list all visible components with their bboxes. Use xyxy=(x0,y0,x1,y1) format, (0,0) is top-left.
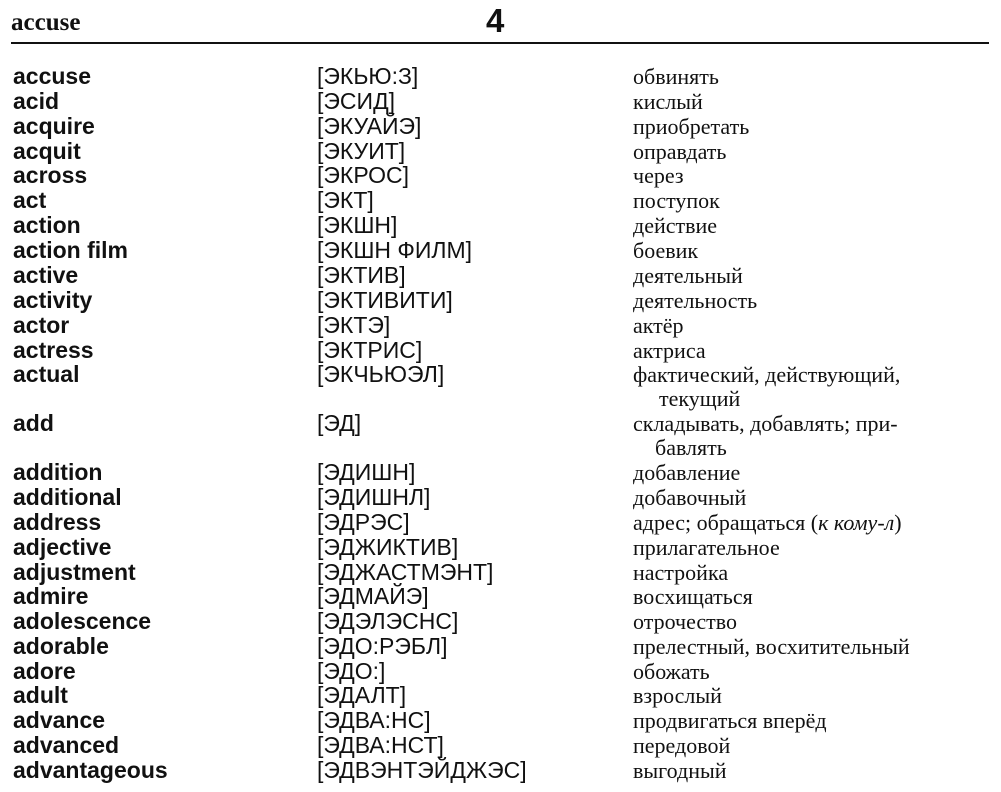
dictionary-entry xyxy=(0,64,1001,89)
entry-translation-line: фактический, действующий, xyxy=(633,362,901,387)
entry-pronunciation: [ЭКЧЬЮЭЛ] xyxy=(317,361,445,387)
entry-pronunciation: [ЭКУИТ] xyxy=(317,138,406,164)
dictionary-entry xyxy=(0,263,1001,288)
entry-word: additional xyxy=(13,484,122,510)
dictionary-entry xyxy=(0,758,1001,783)
dictionary-entry xyxy=(0,139,1001,164)
entry-word: acquire xyxy=(13,113,95,139)
entry-pronunciation: [ЭДВА:НСТ] xyxy=(317,732,444,758)
entry-pronunciation: [ЭДМАЙЭ] xyxy=(317,583,429,609)
entry-pronunciation: [ЭДО:] xyxy=(317,658,386,684)
entry-word: address xyxy=(13,509,102,535)
entry-word: actress xyxy=(13,337,94,363)
entry-translation-line: складывать, добавлять; при- xyxy=(633,411,898,436)
entry-pronunciation: [ЭДВА:НС] xyxy=(317,707,431,733)
entry-pronunciation: [ЭКРОС] xyxy=(317,162,410,188)
entry-translation xyxy=(633,511,993,535)
entry-word: activity xyxy=(13,287,93,313)
entry-word: addition xyxy=(13,459,103,485)
entry-pronunciation: [ЭСИД] xyxy=(317,88,396,114)
entry-translation: добавочный xyxy=(633,485,747,510)
entry-translation: кислый xyxy=(633,89,703,114)
entry-translation-continuation: текущий xyxy=(659,386,741,411)
entry-translation-italic: к кому-л xyxy=(818,510,895,535)
dictionary-entry xyxy=(0,89,1001,114)
entry-translation xyxy=(633,412,993,460)
dictionary-entry xyxy=(0,288,1001,313)
entry-translation-text: адрес; обращаться ( xyxy=(633,510,819,535)
entry-word: active xyxy=(13,262,79,288)
entry-pronunciation: [ЭДАЛТ] xyxy=(317,682,407,708)
entry-pronunciation: [ЭКУАЙЭ] xyxy=(317,113,422,139)
entry-pronunciation: [ЭДО:РЭБЛ] xyxy=(317,633,448,659)
entry-translation: боевик xyxy=(633,238,699,263)
dictionary-entry xyxy=(0,114,1001,139)
entry-word: adult xyxy=(13,682,68,708)
page-number: 4 xyxy=(486,2,505,39)
dictionary-entry xyxy=(0,163,1001,188)
entry-pronunciation: [ЭКТЭ] xyxy=(317,312,391,338)
entry-word: adolescence xyxy=(13,608,152,634)
entry-pronunciation: [ЭКТИВИТИ] xyxy=(317,287,453,313)
entry-word: act xyxy=(13,187,47,213)
entry-pronunciation: [ЭКТИВ] xyxy=(317,262,406,288)
entry-word: adorable xyxy=(13,633,109,659)
entry-translation: актриса xyxy=(633,338,706,363)
entry-translation: поступок xyxy=(633,188,720,213)
entry-word: adjective xyxy=(13,534,112,560)
entry-word: admire xyxy=(13,583,89,609)
dictionary-entry xyxy=(0,188,1001,213)
entry-translation: деятельный xyxy=(633,263,743,288)
entry-word: action xyxy=(13,212,81,238)
dictionary-entry xyxy=(0,609,1001,634)
entry-pronunciation: [ЭКЬЮ:З] xyxy=(317,63,419,89)
entry-word: advance xyxy=(13,707,106,733)
dictionary-entry xyxy=(0,460,1001,485)
dictionary-entry xyxy=(0,510,1001,535)
entry-pronunciation: [ЭКТ] xyxy=(317,187,374,213)
entry-translation xyxy=(633,363,993,411)
dictionary-entry xyxy=(0,535,1001,560)
dictionary-entry xyxy=(0,634,1001,659)
dictionary-entry xyxy=(0,238,1001,263)
entry-word: advantageous xyxy=(13,757,168,783)
dictionary-entry xyxy=(0,313,1001,338)
entry-translation: настройка xyxy=(633,560,729,585)
dictionary-entry xyxy=(0,584,1001,609)
entry-translation: через xyxy=(633,163,684,188)
dictionary-entry xyxy=(0,485,1001,510)
entry-translation: выгодный xyxy=(633,758,727,783)
entry-translation: обожать xyxy=(633,659,710,684)
entry-translation: актёр xyxy=(633,313,684,338)
entry-translation: передовой xyxy=(633,733,731,758)
entry-pronunciation: [ЭДИШНЛ] xyxy=(317,484,431,510)
entry-pronunciation: [ЭД] xyxy=(317,410,362,436)
dictionary-entry xyxy=(0,213,1001,238)
entry-translation: взрослый xyxy=(633,683,722,708)
entry-word: acid xyxy=(13,88,60,114)
entry-word: adjustment xyxy=(13,559,136,585)
entry-pronunciation: [ЭКШН] xyxy=(317,212,398,238)
entry-translation: оправдать xyxy=(633,139,727,164)
entry-pronunciation: [ЭКТРИС] xyxy=(317,337,423,363)
entry-pronunciation: [ЭДЭЛЭСНС] xyxy=(317,608,459,634)
entry-translation: действие xyxy=(633,213,718,238)
dictionary-entry xyxy=(0,659,1001,684)
entry-translation-continuation: бавлять xyxy=(655,435,727,460)
entry-word: across xyxy=(13,162,88,188)
entry-pronunciation: [ЭКШН ФИЛМ] xyxy=(317,237,473,263)
entry-word: acquit xyxy=(13,138,81,164)
entry-word: advanced xyxy=(13,732,120,758)
guide-word: accuse xyxy=(11,9,81,36)
entry-pronunciation: [ЭДВЭНТЭЙДЖЭС] xyxy=(317,757,527,783)
entry-word: action film xyxy=(13,237,129,263)
entry-translation: обвинять xyxy=(633,64,719,89)
entry-word: actor xyxy=(13,312,70,338)
entry-translation: восхищаться xyxy=(633,584,753,609)
dictionary-entry xyxy=(0,683,1001,708)
dictionary-entry xyxy=(0,411,1001,461)
entry-translation: деятельность xyxy=(633,288,758,313)
entry-pronunciation: [ЭДИШН] xyxy=(317,459,416,485)
entry-word: add xyxy=(13,410,54,436)
entry-translation: приобретать xyxy=(633,114,750,139)
dictionary-entry xyxy=(0,560,1001,585)
entry-translation: отрочество xyxy=(633,609,738,634)
entry-word: accuse xyxy=(13,63,92,89)
entry-word: actual xyxy=(13,361,80,387)
dictionary-entry xyxy=(0,338,1001,363)
dictionary-entry xyxy=(0,733,1001,758)
entry-word: adore xyxy=(13,658,76,684)
entry-pronunciation: [ЭДРЭС] xyxy=(317,509,410,535)
entry-translation-closing: ) xyxy=(894,510,902,535)
entry-translation: добавление xyxy=(633,460,741,485)
page-header xyxy=(11,4,989,44)
dictionary-entry xyxy=(0,362,1001,412)
entry-translation: прелестный, восхитительный xyxy=(633,634,910,659)
dictionary-entry xyxy=(0,708,1001,733)
entry-pronunciation: [ЭДЖАСТМЭНТ] xyxy=(317,559,494,585)
entry-translation: продвигаться вперёд xyxy=(633,708,827,733)
entry-pronunciation: [ЭДЖИКТИВ] xyxy=(317,534,459,560)
entry-translation: прилагательное xyxy=(633,535,780,560)
